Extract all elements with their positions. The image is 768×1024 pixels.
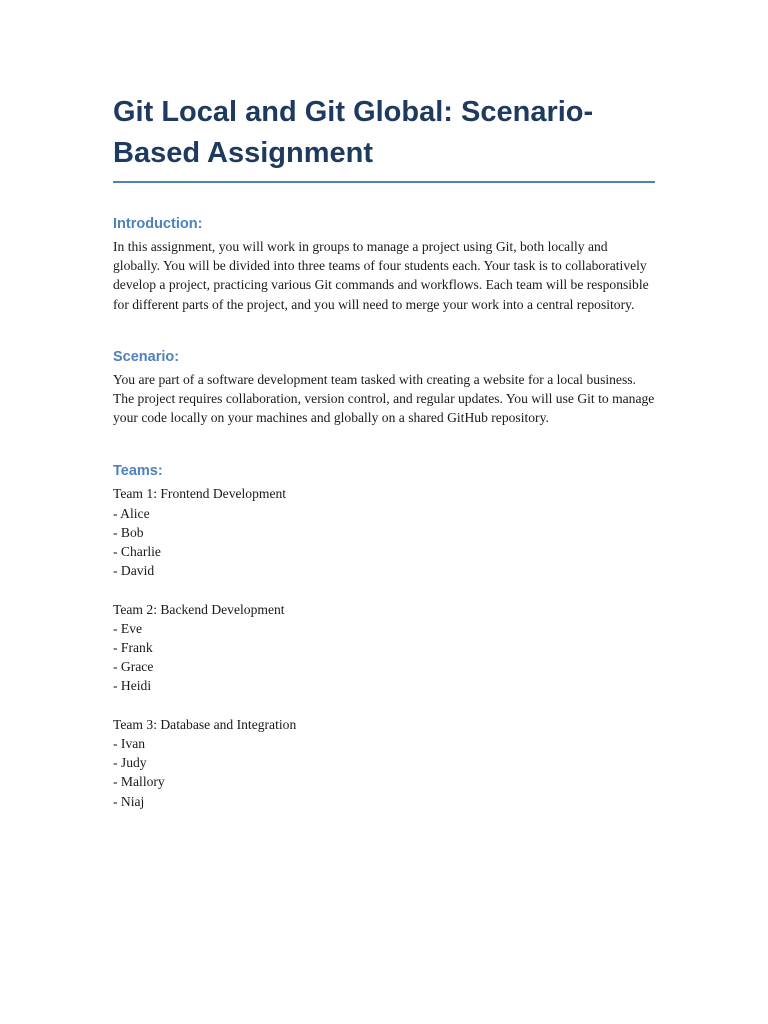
team-name: Team 1: Frontend Development bbox=[113, 486, 287, 502]
team-member: - Charlie bbox=[113, 544, 161, 560]
team-member: - Heidi bbox=[113, 678, 152, 694]
team-member: - Eve bbox=[113, 620, 143, 636]
team-member: - Mallory bbox=[113, 774, 165, 790]
introduction-heading: Introduction: bbox=[113, 216, 203, 232]
team-block bbox=[113, 484, 655, 580]
team-member: - Alice bbox=[113, 505, 150, 521]
introduction-paragraph: In this assignment, you will work in groups to manage a project using Git, both locally and globally. You will be divided into three teams of four students each. Your task is to collaboratively develop a project, practicing various Git commands and workflows. Each team will be responsible for different parts of the project, and you will need to merge your work into a central repository. bbox=[113, 239, 649, 312]
scenario-heading: Scenario: bbox=[113, 348, 180, 365]
document-content bbox=[113, 92, 655, 811]
team-block bbox=[113, 600, 655, 696]
team-member: - Niaj bbox=[113, 793, 145, 809]
team-member: - Grace bbox=[113, 659, 154, 675]
team-block bbox=[113, 715, 655, 811]
team-name: Team 2: Backend Development bbox=[113, 601, 285, 617]
scenario-paragraph: You are part of a software development team tasked with creating a website for a local business. The project requires collaboration, version control, and regular updates. You will use Git to manage your code locally on your machines and globally on a shared GitHub repository. bbox=[113, 371, 655, 426]
team-member: - Ivan bbox=[113, 736, 146, 752]
team-member: - Bob bbox=[113, 524, 144, 540]
team-member: - Judy bbox=[113, 755, 147, 771]
teams-heading: Teams: bbox=[113, 463, 163, 480]
team-member: - David bbox=[113, 563, 155, 579]
document-title: Git Local and Git Global: Scenario-Based Assignment bbox=[113, 92, 655, 183]
teams-list bbox=[113, 484, 655, 810]
team-name: Team 3: Database and Integration bbox=[113, 716, 297, 732]
team-member: - Frank bbox=[113, 640, 153, 656]
